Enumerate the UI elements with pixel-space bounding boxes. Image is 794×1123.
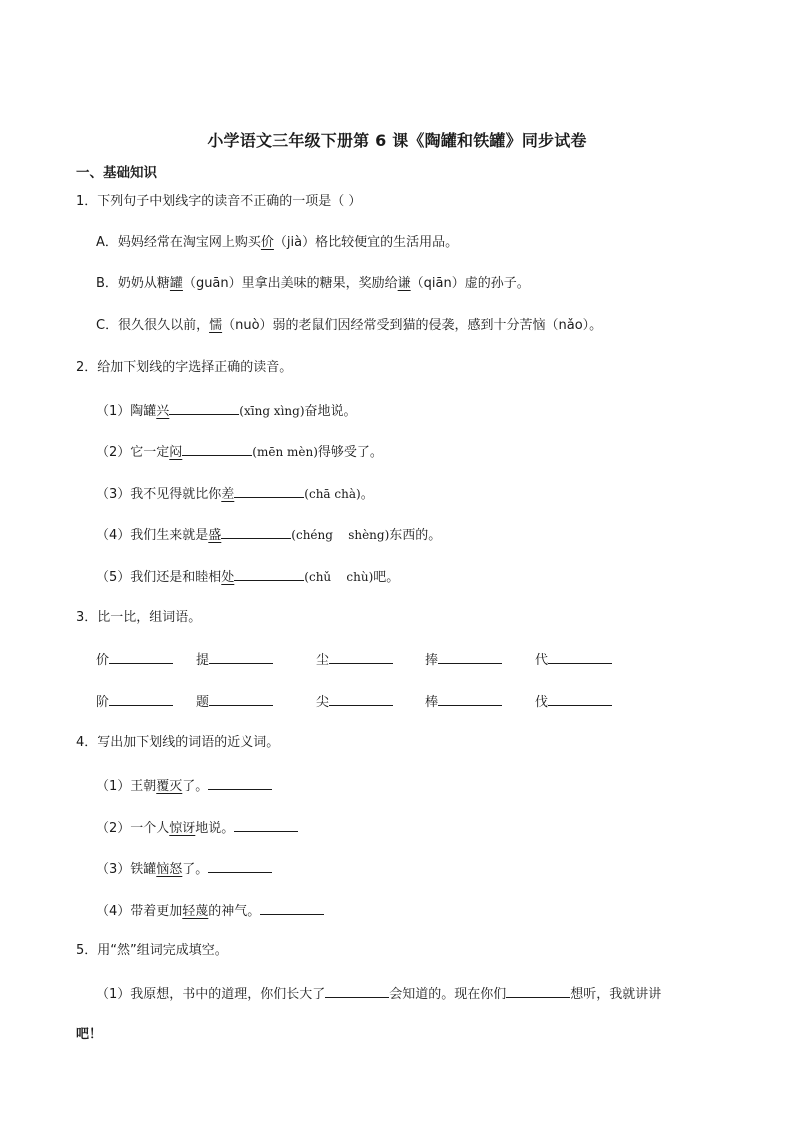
answer-blank[interactable] (109, 692, 173, 706)
answer-blank[interactable] (169, 401, 239, 415)
question-4-stem: 4．写出加下划线的词语的近义词。 (76, 735, 280, 750)
underlined-char: 差 (221, 487, 235, 502)
underlined-char: 谦 (397, 276, 411, 291)
question-3-stem: 3．比一比，组词语。 (76, 610, 202, 625)
question-2-item-5: （5）我们还是和睦相处 (chǔ chù)吧。 (96, 567, 399, 587)
answer-blank[interactable] (234, 818, 298, 832)
underlined-word: 恼怒 (156, 862, 183, 877)
answer-blank[interactable] (209, 650, 273, 664)
question-1-option-c: C．很久很久以前，懦（nuò）弱的老鼠们因经常受到猫的侵袭，感到十分苦恼（nǎo）。 (96, 318, 603, 333)
word-cell: 棒 (425, 692, 502, 712)
underlined-char: 罐 (169, 276, 183, 291)
word-cell: 提 (196, 650, 273, 670)
question-2-item-1: （1）陶罐兴 (xīng xìng)奋地说。 (96, 401, 357, 421)
answer-blank[interactable] (548, 650, 612, 664)
answer-blank[interactable] (325, 984, 389, 998)
answer-blank[interactable] (208, 859, 272, 873)
word-cell: 题 (196, 692, 273, 712)
underlined-char: 兴 (156, 404, 170, 419)
answer-blank[interactable] (221, 525, 291, 539)
underlined-word: 惊讶 (169, 821, 196, 836)
word-cell: 阶 (96, 692, 173, 712)
question-1-option-b: B．奶奶从糖罐（guān）里拿出美味的糖果，奖励给谦（qiān）虚的孙子。 (96, 276, 530, 291)
question-4-item-2: （2）一个人惊讶地说。 (96, 818, 298, 838)
underlined-char: 处 (221, 570, 235, 585)
answer-blank[interactable] (548, 692, 612, 706)
answer-blank[interactable] (234, 484, 304, 498)
page-title: 小学语文三年级下册第 6 课《陶罐和铁罐》同步试卷 (207, 131, 587, 150)
question-4-item-4: （4）带着更加轻蔑的神气。 (96, 901, 324, 921)
answer-blank[interactable] (182, 442, 252, 456)
word-cell: 代 (535, 650, 612, 670)
question-5-stem: 5．用“然”组词完成填空。 (76, 943, 228, 958)
underlined-char: 盛 (208, 528, 222, 543)
underlined-word: 覆灭 (156, 779, 183, 794)
underlined-char: 懦 (209, 318, 223, 333)
underlined-char: 价 (260, 235, 274, 250)
answer-blank[interactable] (329, 692, 393, 706)
question-1-option-a: A．妈妈经常在淘宝网上购买价（jià）格比较便宜的生活用品。 (96, 235, 459, 250)
answer-blank[interactable] (209, 692, 273, 706)
question-5-item-1-continued: 吧！ (76, 1027, 103, 1042)
question-2-stem: 2．给加下划线的字选择正确的读音。 (76, 360, 293, 375)
underlined-word: 轻蔑 (182, 904, 209, 919)
question-4-item-3: （3）铁罐恼怒了。 (96, 859, 272, 879)
underlined-char: 闷 (169, 445, 183, 460)
word-cell: 捧 (425, 650, 502, 670)
answer-blank[interactable] (260, 901, 324, 915)
word-cell: 尘 (316, 650, 393, 670)
answer-blank[interactable] (234, 567, 304, 581)
word-cell: 价 (96, 650, 173, 670)
answer-blank[interactable] (208, 776, 272, 790)
answer-blank[interactable] (438, 650, 502, 664)
word-cell: 伐 (535, 692, 612, 712)
question-1-stem: 1．下列句子中划线字的读音不正确的一项是（ ） (76, 194, 362, 209)
question-5-item-1: （1）我原想，书中的道理，你们长大了 会知道的。现在你们 想听，我就讲讲 (96, 984, 661, 1004)
question-4-item-1: （1）王朝覆灭了。 (96, 776, 272, 796)
question-2-item-2: （2）它一定闷 (mēn mèn)得够受了。 (96, 442, 383, 462)
question-2-item-4: （4）我们生来就是盛 (chéng shèng)东西的。 (96, 525, 441, 545)
question-2-item-3: （3）我不见得就比你差 (chā chà)。 (96, 484, 374, 504)
word-cell: 尖 (316, 692, 393, 712)
answer-blank[interactable] (329, 650, 393, 664)
answer-blank[interactable] (438, 692, 502, 706)
answer-blank[interactable] (109, 650, 173, 664)
answer-blank[interactable] (506, 984, 570, 998)
section-heading: 一、基础知识 (76, 165, 157, 181)
